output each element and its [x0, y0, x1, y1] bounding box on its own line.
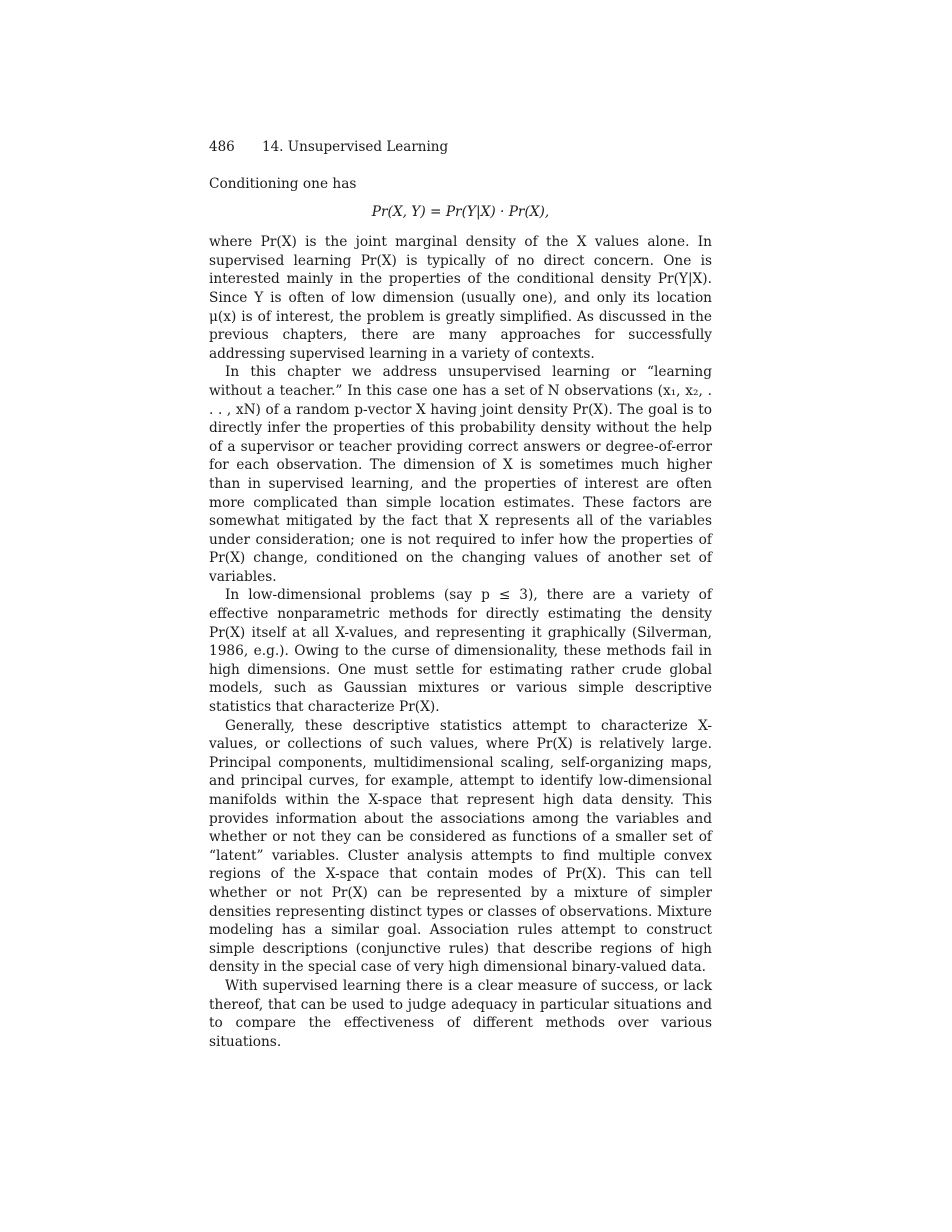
- paragraph-2: In this chapter we address unsupervised learning or “learning without a teacher.” In this case one has a set of N observations (x₁, x₂, . . . , xN) of a random p-vector X having joint density Pr(X). The goal is to directly infer the properties of this probability density without the help of a supervisor or teacher providing correct answers or degree-of-error for each observation. The dimension of X is sometimes much higher than in supervised learning, and the properties of interest are often more complicated than simple location estimates. These factors are somewhat mitigated by the fact that X represents all of the variables under consideration; one is not required to infer how the properties of Pr(X) change, conditioned on the changing values of another set of variables.: [209, 364, 712, 585]
- page-number: 486: [209, 139, 235, 155]
- paragraph-3: In low-dimensional problems (say p ≤ 3), there are a variety of effective nonparametric methods for directly estimating the density Pr(X) itself at all X-values, and representing it graphically (Silverman, 1986, e.g.). Owing to the curse of dimensionality, these methods fail in high dimensions. One must settle for estimating rather crude global models, such as Gaussian mixtures or various simple descriptive statistics that characterize Pr(X).: [209, 587, 712, 716]
- running-header: [209, 138, 712, 156]
- intro-line: Conditioning one has: [209, 176, 357, 192]
- running-title: 14. Unsupervised Learning: [262, 139, 449, 155]
- body-text: [209, 175, 712, 1051]
- paragraph-1: where Pr(X) is the joint marginal density of the X values alone. In supervised learning Pr(X) is typically of no direct concern. One is interested mainly in the properties of the conditional density Pr(Y|X). Since Y is often of low dimension (usually one), and only its location μ(x) is of interest, the problem is greatly simplified. As discussed in the previous chapters, there are many approaches for successfully addressing supervised learning in a variety of contexts.: [209, 234, 712, 362]
- paragraph-4: Generally, these descriptive statistics attempt to characterize X-values, or collections of such values, where Pr(X) is relatively large. Principal components, multidimensional scaling, self-organizing maps, and principal curves, for example, attempt to identify low-dimensional manifolds within the X-space that represent high data density. This provides information about the associations among the variables and whether or not they can be considered as functions of a smaller set of “latent” variables. Cluster analysis attempts to find multiple convex regions of the X-space that contain modes of Pr(X). This can tell whether or not Pr(X) can be represented by a mixture of simpler densities representing distinct types or classes of observations. Mixture modeling has a similar goal. Association rules attempt to construct simple descriptions (conjunctive rules) that describe regions of high density in the special case of very high dimensional binary-valued data.: [209, 717, 712, 976]
- paragraph-5: With supervised learning there is a clear measure of success, or lack thereof, that can be used to judge adequacy in particular situations and to compare the effectiveness of different methods over various situations.: [209, 977, 712, 1050]
- equation: Pr(X, Y) = Pr(Y|X) · Pr(X),: [371, 203, 550, 220]
